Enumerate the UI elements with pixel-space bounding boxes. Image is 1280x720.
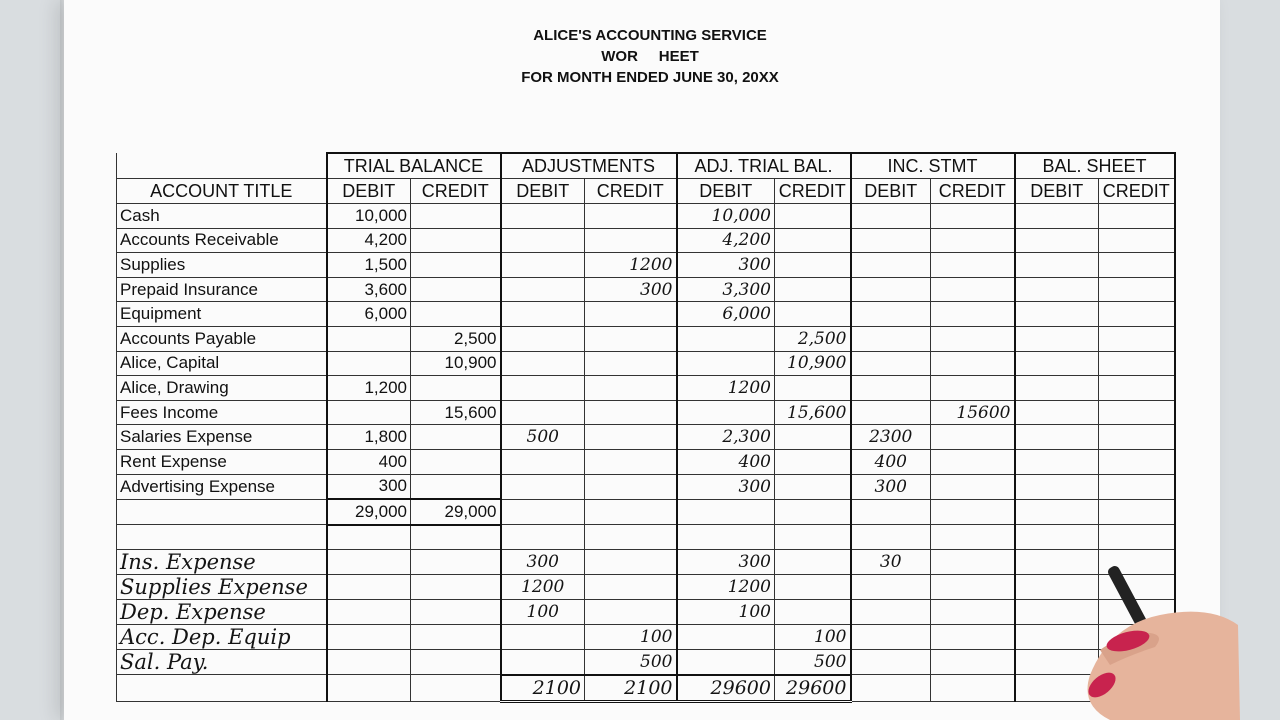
account-title: Supplies (117, 253, 327, 278)
blank-cell (775, 525, 851, 550)
account-title: Advertising Expense (117, 474, 327, 499)
bs-debit (1015, 449, 1099, 474)
added-account-title: Ins. Expense (117, 550, 327, 575)
tb-credit (411, 675, 501, 701)
atb-debit: 100 (677, 600, 775, 625)
is-credit (931, 675, 1015, 701)
tb-credit: 10,900 (411, 351, 501, 376)
atb-credit-total: 29600 (775, 675, 851, 701)
adj-credit (585, 600, 677, 625)
tb-credit-total: 29,000 (411, 499, 501, 525)
is-credit (931, 302, 1015, 327)
account-title: Salaries Expense (117, 425, 327, 450)
is-debit (851, 400, 931, 425)
is-credit (931, 228, 1015, 253)
bs-credit (1099, 499, 1175, 525)
tb-credit (411, 425, 501, 450)
tb-debit (327, 600, 411, 625)
is-debit (851, 575, 931, 600)
atb-debit: 3,300 (677, 277, 775, 302)
group-adjustments: ADJUSTMENTS (501, 153, 677, 179)
bs-credit (1099, 376, 1175, 401)
account-title: Accounts Receivable (117, 228, 327, 253)
adj-credit (585, 499, 677, 525)
tb-credit (411, 204, 501, 229)
atb-debit: 10,000 (677, 204, 775, 229)
worksheet-row (117, 253, 1175, 278)
bs-debit (1015, 499, 1099, 525)
is-debit (851, 499, 931, 525)
worksheet-row (117, 277, 1175, 302)
atb-debit (677, 326, 775, 351)
blank-cell (677, 525, 775, 550)
is-debit (851, 228, 931, 253)
adj-debit (501, 302, 585, 327)
adj-credit (585, 425, 677, 450)
group-header-row (117, 153, 1175, 179)
atb-credit (775, 253, 851, 278)
adj-credit (585, 302, 677, 327)
is-debit: 300 (851, 474, 931, 499)
is-debit (851, 277, 931, 302)
worksheet-row (117, 302, 1175, 327)
added-account-title: Dep. Expense (117, 600, 327, 625)
atb-debit-total: 29600 (677, 675, 775, 701)
tb-credit (411, 625, 501, 650)
is-credit (931, 625, 1015, 650)
is-debit: 30 (851, 550, 931, 575)
atb-debit (677, 625, 775, 650)
is-debit-header: DEBIT (851, 179, 931, 204)
atb-credit-header: CREDIT (775, 179, 851, 204)
period-line: FOR MONTH ENDED JUNE 30, 20XX (521, 69, 779, 86)
is-debit (851, 302, 931, 327)
adj-debit (501, 277, 585, 302)
tb-credit (411, 253, 501, 278)
bs-debit (1015, 277, 1099, 302)
adj-credit: 100 (585, 625, 677, 650)
account-title: Prepaid Insurance (117, 277, 327, 302)
group-bal-sheet: BAL. SHEET (1015, 153, 1175, 179)
bs-debit (1015, 204, 1099, 229)
adj-credit (585, 400, 677, 425)
adj-debit (501, 625, 585, 650)
final-label (117, 675, 327, 701)
bs-debit-header: DEBIT (1015, 179, 1099, 204)
adj-debit-header: DEBIT (501, 179, 585, 204)
adj-credit: 1200 (585, 253, 677, 278)
is-credit (931, 425, 1015, 450)
blank-cell (1015, 525, 1099, 550)
tb-debit: 1,800 (327, 425, 411, 450)
total-label (117, 499, 327, 525)
bs-credit (1099, 400, 1175, 425)
is-debit (851, 253, 931, 278)
adj-debit (501, 499, 585, 525)
is-credit (931, 499, 1015, 525)
atb-credit: 100 (775, 625, 851, 650)
tb-credit (411, 650, 501, 675)
adj-credit (585, 326, 677, 351)
atb-debit: 400 (677, 449, 775, 474)
blank-cell (931, 525, 1015, 550)
tb-debit (327, 550, 411, 575)
adj-credit-total: 2100 (585, 675, 677, 701)
blank-cell (851, 525, 931, 550)
adj-credit (585, 228, 677, 253)
bs-debit (1015, 351, 1099, 376)
tb-credit (411, 376, 501, 401)
bs-debit (1015, 253, 1099, 278)
bs-debit (1015, 425, 1099, 450)
bs-credit-header: CREDIT (1099, 179, 1175, 204)
adj-debit: 100 (501, 600, 585, 625)
atb-credit (775, 204, 851, 229)
company-name: ALICE'S ACCOUNTING SERVICE (533, 27, 767, 44)
atb-credit (775, 550, 851, 575)
tb-debit-header: DEBIT (327, 179, 411, 204)
atb-credit (775, 302, 851, 327)
added-account-title: Sal. Pay. (117, 650, 327, 675)
is-credit (931, 650, 1015, 675)
account-title: Rent Expense (117, 449, 327, 474)
is-debit (851, 600, 931, 625)
tb-debit (327, 351, 411, 376)
is-credit (931, 474, 1015, 499)
tb-debit (327, 675, 411, 701)
adj-credit: 300 (585, 277, 677, 302)
tb-debit: 400 (327, 449, 411, 474)
tb-credit (411, 302, 501, 327)
tb-debit (327, 326, 411, 351)
atb-debit: 300 (677, 474, 775, 499)
tb-credit-header: CREDIT (411, 179, 501, 204)
tb-credit (411, 449, 501, 474)
column-header-row (117, 179, 1175, 204)
adj-credit (585, 376, 677, 401)
bs-credit (1099, 228, 1175, 253)
atb-credit (775, 499, 851, 525)
atb-debit: 6,000 (677, 302, 775, 327)
final-total-row (117, 675, 1175, 701)
is-debit (851, 326, 931, 351)
adj-debit (501, 474, 585, 499)
bs-credit (1099, 277, 1175, 302)
added-account-title: Supplies Expense (117, 575, 327, 600)
group-adj-trial-bal: ADJ. TRIAL BAL. (677, 153, 851, 179)
atb-debit: 1200 (677, 376, 775, 401)
tb-debit: 1,500 (327, 253, 411, 278)
adj-debit (501, 253, 585, 278)
adj-debit (501, 228, 585, 253)
bs-debit (1015, 326, 1099, 351)
tb-debit: 10,000 (327, 204, 411, 229)
adj-credit (585, 351, 677, 376)
is-credit (931, 600, 1015, 625)
adj-debit: 300 (501, 550, 585, 575)
tb-credit (411, 228, 501, 253)
bs-credit (1099, 351, 1175, 376)
atb-debit: 2,300 (677, 425, 775, 450)
bs-debit (1015, 400, 1099, 425)
is-credit (931, 550, 1015, 575)
blank-row (117, 525, 1175, 550)
is-debit: 2300 (851, 425, 931, 450)
bs-credit (1099, 474, 1175, 499)
tb-credit (411, 575, 501, 600)
worksheet-row (117, 228, 1175, 253)
worksheet-row (117, 474, 1175, 499)
adj-debit (501, 400, 585, 425)
tb-debit (327, 650, 411, 675)
blank-cell (585, 525, 677, 550)
blank-cell (117, 525, 327, 550)
adjustment-row (117, 550, 1175, 575)
bs-debit (1015, 474, 1099, 499)
document-title: WOR HEET (601, 48, 699, 65)
group-inc-stmt: INC. STMT (851, 153, 1015, 179)
atb-debit (677, 650, 775, 675)
adjustment-row (117, 650, 1175, 675)
blank-cell (1099, 525, 1175, 550)
adj-debit: 1200 (501, 575, 585, 600)
blank-cell (411, 525, 501, 550)
group-trial-balance: TRIAL BALANCE (327, 153, 501, 179)
is-credit (931, 575, 1015, 600)
account-title: Alice, Drawing (117, 376, 327, 401)
tb-total-row (117, 499, 1175, 525)
tb-debit: 3,600 (327, 277, 411, 302)
adj-debit (501, 351, 585, 376)
atb-debit (677, 400, 775, 425)
bs-credit (1099, 204, 1175, 229)
adj-debit (501, 204, 585, 229)
atb-debit-header: DEBIT (677, 179, 775, 204)
adj-credit (585, 550, 677, 575)
adj-debit-total: 2100 (501, 675, 585, 701)
atb-credit (775, 277, 851, 302)
is-credit (931, 277, 1015, 302)
is-debit (851, 625, 931, 650)
atb-credit: 500 (775, 650, 851, 675)
bs-credit (1099, 425, 1175, 450)
adj-credit (585, 575, 677, 600)
blank-cell (327, 525, 411, 550)
account-title: Alice, Capital (117, 351, 327, 376)
worksheet-row (117, 449, 1175, 474)
adj-debit (501, 376, 585, 401)
atb-credit: 15,600 (775, 400, 851, 425)
worksheet-row (117, 425, 1175, 450)
is-debit (851, 675, 931, 701)
is-debit: 400 (851, 449, 931, 474)
adjustment-row (117, 625, 1175, 650)
is-credit (931, 376, 1015, 401)
is-credit: 15600 (931, 400, 1015, 425)
bs-debit (1015, 302, 1099, 327)
added-account-title: Acc. Dep. Equip (117, 625, 327, 650)
tb-credit (411, 550, 501, 575)
account-title: Fees Income (117, 400, 327, 425)
adj-credit (585, 449, 677, 474)
is-debit (851, 376, 931, 401)
is-credit (931, 204, 1015, 229)
adj-credit-header: CREDIT (585, 179, 677, 204)
adj-debit: 500 (501, 425, 585, 450)
blank-header-cell (117, 153, 327, 179)
adj-credit (585, 474, 677, 499)
is-credit (931, 326, 1015, 351)
atb-debit: 1200 (677, 575, 775, 600)
is-debit (851, 204, 931, 229)
worksheet-row (117, 400, 1175, 425)
is-debit (851, 351, 931, 376)
tb-debit: 300 (327, 474, 411, 499)
adj-debit (501, 449, 585, 474)
atb-credit (775, 376, 851, 401)
account-title: Accounts Payable (117, 326, 327, 351)
hand-with-pen (1070, 555, 1240, 720)
adjustment-row (117, 575, 1175, 600)
tb-debit (327, 575, 411, 600)
worksheet-row (117, 376, 1175, 401)
bs-debit (1015, 376, 1099, 401)
tb-debit: 4,200 (327, 228, 411, 253)
worksheet-row (117, 204, 1175, 229)
tb-debit: 1,200 (327, 376, 411, 401)
is-credit (931, 253, 1015, 278)
tb-debit: 6,000 (327, 302, 411, 327)
bs-credit (1099, 449, 1175, 474)
adj-credit: 500 (585, 650, 677, 675)
bs-credit (1099, 326, 1175, 351)
atb-credit (775, 449, 851, 474)
is-credit-header: CREDIT (931, 179, 1015, 204)
bs-debit (1015, 228, 1099, 253)
atb-debit: 4,200 (677, 228, 775, 253)
worksheet-row (117, 326, 1175, 351)
worksheet-table (116, 152, 1176, 703)
atb-debit: 300 (677, 253, 775, 278)
atb-debit (677, 351, 775, 376)
adjustment-row (117, 600, 1175, 625)
adj-credit (585, 204, 677, 229)
atb-debit: 300 (677, 550, 775, 575)
is-credit (931, 351, 1015, 376)
atb-credit (775, 425, 851, 450)
atb-credit (775, 228, 851, 253)
atb-credit: 10,900 (775, 351, 851, 376)
blank-cell (501, 525, 585, 550)
atb-credit: 2,500 (775, 326, 851, 351)
bs-credit (1099, 302, 1175, 327)
bs-credit (1099, 253, 1175, 278)
is-debit (851, 650, 931, 675)
worksheet-row (117, 351, 1175, 376)
is-credit (931, 449, 1015, 474)
tb-credit: 2,500 (411, 326, 501, 351)
tb-credit (411, 277, 501, 302)
atb-credit (775, 600, 851, 625)
tb-debit (327, 400, 411, 425)
tb-credit (411, 474, 501, 499)
tb-credit: 15,600 (411, 400, 501, 425)
account-title: Cash (117, 204, 327, 229)
atb-debit (677, 499, 775, 525)
adj-debit (501, 326, 585, 351)
tb-debit (327, 625, 411, 650)
atb-credit (775, 575, 851, 600)
tb-credit (411, 600, 501, 625)
atb-credit (775, 474, 851, 499)
account-title-header: ACCOUNT TITLE (117, 179, 327, 204)
account-title: Equipment (117, 302, 327, 327)
tb-debit-total: 29,000 (327, 499, 411, 525)
adj-debit (501, 650, 585, 675)
